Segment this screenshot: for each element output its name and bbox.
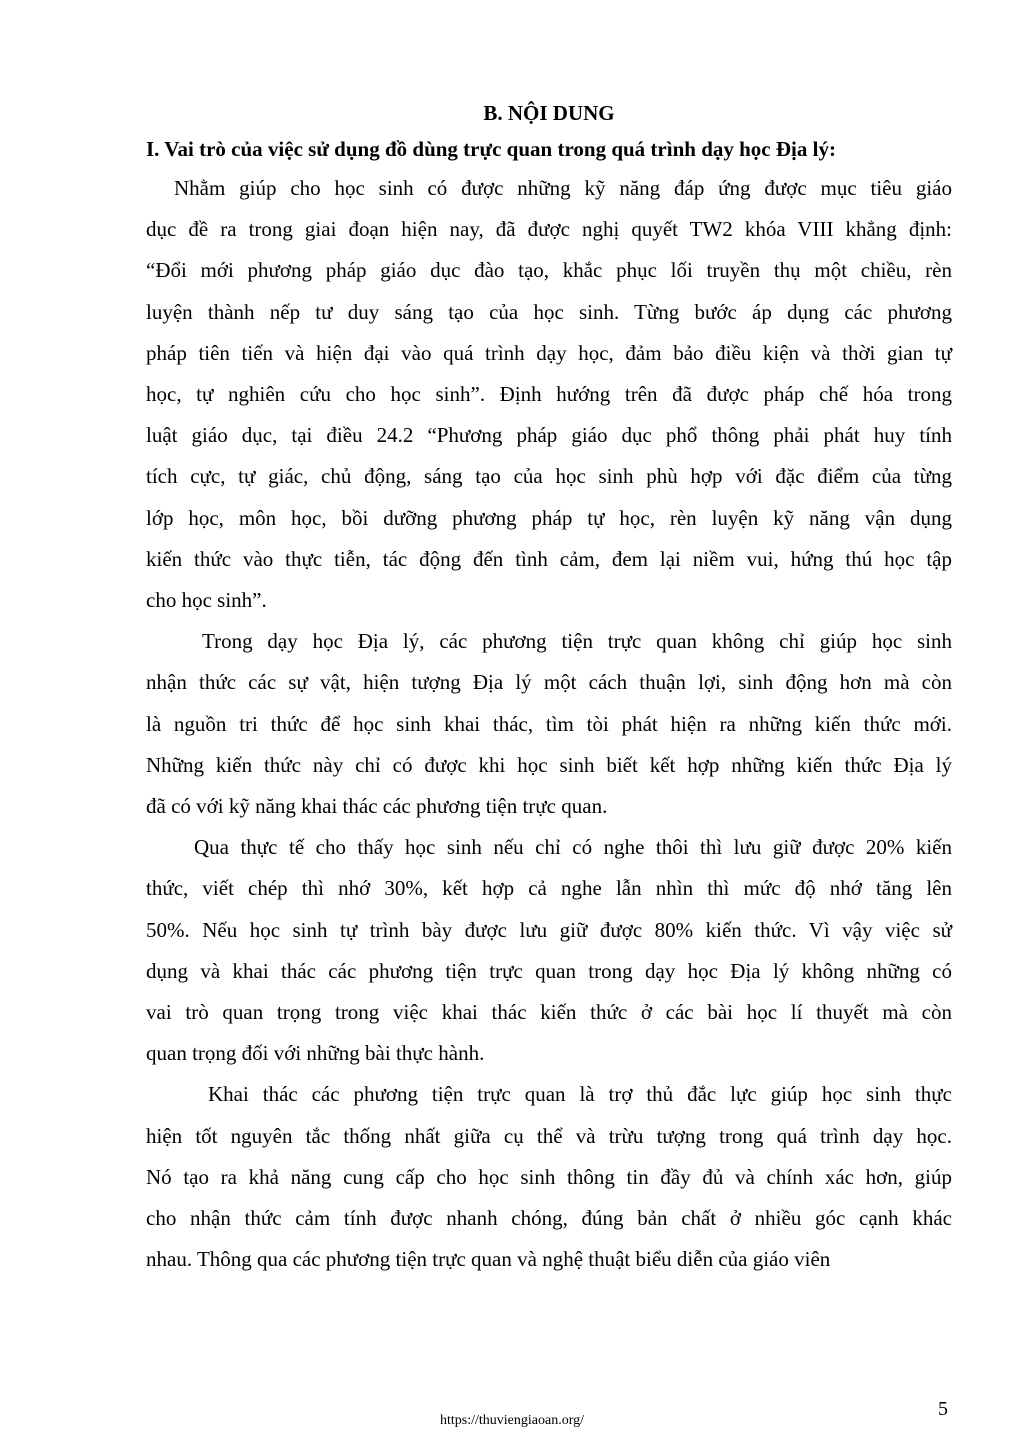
section-heading: I. Vai trò của việc sử dụng đồ dùng trực quan trong quá trình dạy học Địa lý: (146, 137, 836, 161)
text-line: dụng và khai thác các phương tiện trực quan trong dạy học Địa lý không những có (146, 958, 952, 983)
page-number: 5 (938, 1398, 948, 1420)
text-line: Khai thác các phương tiện trực quan là trợ thủ đắc lực giúp học sinh thực (208, 1082, 952, 1107)
text-line: học, tự nghiên cứu cho học sinh”. Định hướng trên đã được pháp chế hóa trong (146, 382, 952, 407)
paragraph (146, 621, 952, 827)
document-page (146, 96, 952, 1280)
text-line: pháp tiên tiến và hiện đại vào quá trình dạy học, đảm bảo điều kiện và thời gian tự (146, 340, 952, 365)
text-line: Những kiến thức này chỉ có được khi học sinh biết kết hợp những kiến thức Địa lý (146, 752, 952, 777)
text-line: nhau. Thông qua các phương tiện trực quan và nghệ thuật biểu diễn của giáo viên (146, 1247, 831, 1272)
text-line: luật giáo dục, tại điều 24.2 “Phương pháp giáo dục phổ thông phải phát huy tính (146, 423, 952, 448)
text-line: lớp học, môn học, bồi dưỡng phương pháp tự học, rèn luyện kỹ năng vận dụng (146, 505, 952, 530)
text-line: 50%. Nếu học sinh tự trình bày được lưu giữ được 80% kiến thức. Vì vậy việc sử (146, 917, 952, 942)
text-line: đã có với kỹ năng khai thác các phương tiện trực quan. (146, 794, 608, 819)
text-line: là nguồn tri thức để học sinh khai thác, tìm tòi phát hiện ra những kiến thức mới. (146, 711, 952, 736)
text-line: “Đổi mới phương pháp giáo dục đào tạo, khắc phục lối truyền thụ một chiều, rèn (146, 258, 952, 283)
text-line: Nhằm giúp cho học sinh có được những kỹ năng đáp ứng được mục tiêu giáo (174, 176, 952, 200)
paragraph (146, 827, 952, 1074)
paragraph (146, 1074, 952, 1280)
footer-url: https://thuviengiaoan.org/ (439, 1413, 584, 1428)
text-line: tích cực, tự giác, chủ động, sáng tạo của học sinh phù hợp với đặc điểm của từng (146, 464, 952, 489)
text-line: hiện tốt nguyên tắc thống nhất giữa cụ thể và trừu tượng trong quá trình dạy học. (146, 1123, 952, 1148)
text-line: luyện thành nếp tư duy sáng tạo của học sinh. Từng bước áp dụng các phương (146, 299, 952, 324)
text-line: Nó tạo ra khả năng cung cấp cho học sinh thông tin đầy đủ và chính xác hơn, giúp (146, 1164, 952, 1189)
section-title: B. NỘI DUNG (483, 101, 615, 125)
text-line: Qua thực tế cho thấy học sinh nếu chỉ có nghe thôi thì lưu giữ được 20% kiến (194, 835, 952, 860)
paragraph (146, 168, 952, 621)
text-line: kiến thức vào thực tiễn, tác động đến tình cảm, đem lại niềm vui, hứng thú học tập (146, 546, 952, 571)
text-line: vai trò quan trọng trong việc khai thác kiến thức ở các bài học lí thuyết mà còn (146, 1000, 952, 1025)
body-text (146, 168, 952, 1280)
text-line: cho nhận thức cảm tính được nhanh chóng, đúng bản chất ở nhiều góc cạnh khác (146, 1206, 952, 1231)
text-line: nhận thức các sự vật, hiện tượng Địa lý một cách thuận lợi, sinh động hơn mà còn (146, 670, 952, 695)
text-line: cho học sinh”. (146, 588, 267, 613)
text-line: thức, viết chép thì nhớ 30%, kết hợp cả nghe lẫn nhìn thì mức độ nhớ tăng lên (146, 876, 952, 901)
text-line: quan trọng đối với những bài thực hành. (146, 1041, 485, 1066)
text-line: Trong dạy học Địa lý, các phương tiện trực quan không chỉ giúp học sinh (202, 629, 952, 654)
text-line: dục đề ra trong giai đoạn hiện nay, đã được nghị quyết TW2 khóa VIII khẳng định: (146, 217, 952, 242)
